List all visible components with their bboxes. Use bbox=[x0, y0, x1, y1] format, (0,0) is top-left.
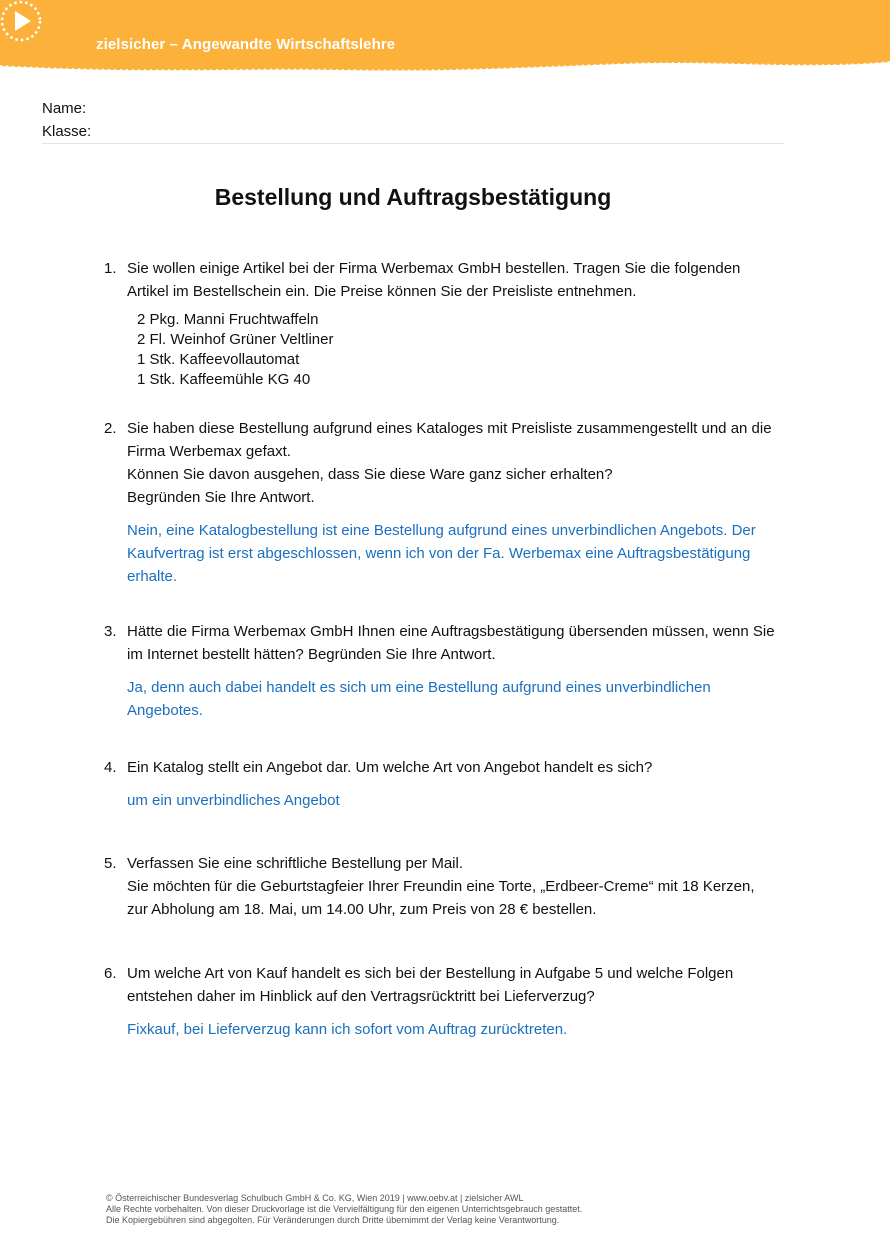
page-title: Bestellung und Auftragsbestätigung bbox=[214, 184, 612, 210]
question-number: 4. bbox=[104, 759, 117, 776]
question-number: 6. bbox=[104, 965, 117, 982]
question-text: Verfassen Sie eine schriftliche Bestellung per Mail. bbox=[127, 855, 464, 872]
question-text: zur Abholung am 18. Mai, um 14.00 Uhr, zum Preis von 28 € bestellen. bbox=[127, 901, 597, 918]
question-text: Können Sie davon ausgehen, dass Sie diese Ware ganz sicher erhalten? bbox=[127, 466, 613, 483]
question-text: Firma Werbemax gefaxt. bbox=[127, 443, 291, 460]
footer-line: Alle Rechte vorbehalten. Von dieser Druckvorlage ist die Vervielfältigung für den eigenen Unterrichtsgebrauch gestattet. bbox=[106, 1204, 583, 1214]
answer-line: Nein, eine Katalogbestellung ist eine Bestellung aufgrund eines unverbindlichen Angebots. Der bbox=[127, 522, 756, 539]
student-info bbox=[42, 97, 91, 143]
answer-line: Kaufvertrag ist erst abgeschlossen, wenn ich von der Fa. Werbemax eine Auftragsbestätigung bbox=[127, 545, 751, 562]
brand-title: zielsicher – Angewandte Wirtschaftslehre bbox=[96, 36, 396, 53]
answer-line: Fixkauf, bei Lieferverzug kann ich sofort vom Auftrag zurücktreten. bbox=[127, 1021, 568, 1038]
list-item: 2 Pkg. Manni Fruchtwaffeln bbox=[137, 311, 319, 328]
copyright-footer bbox=[106, 1193, 806, 1226]
answer-line: erhalte. bbox=[127, 568, 178, 585]
answer-text bbox=[127, 519, 784, 588]
list-item: 2 Fl. Weinhof Grüner Veltliner bbox=[137, 331, 334, 348]
question-number: 5. bbox=[104, 855, 117, 872]
answer-text bbox=[127, 789, 784, 812]
question-text: Sie wollen einige Artikel bei der Firma Werbemax GmbH bestellen. Tragen Sie die folgenden bbox=[127, 260, 741, 277]
question-number: 2. bbox=[104, 420, 117, 437]
question-3 bbox=[104, 620, 784, 722]
list-item: 1 Stk. Kaffeevollautomat bbox=[137, 351, 300, 368]
question-6 bbox=[104, 962, 784, 1041]
question-text: entstehen daher im Hinblick auf den Vertragsrücktritt bei Lieferverzug? bbox=[127, 988, 595, 1005]
question-text: Sie möchten für die Geburtstagfeier Ihrer Freundin eine Torte, „Erdbeer-Creme“ mit 18 Kerzen, bbox=[127, 878, 755, 895]
item-list bbox=[137, 310, 784, 390]
question-number: 1. bbox=[104, 260, 117, 277]
question-number: 3. bbox=[104, 623, 117, 640]
header-divider bbox=[42, 143, 784, 144]
question-text: Begründen Sie Ihre Antwort. bbox=[127, 489, 315, 506]
question-5 bbox=[104, 852, 784, 921]
header-banner bbox=[0, 0, 890, 80]
question-text: im Internet bestellt hätten? Begründen Sie Ihre Antwort. bbox=[127, 646, 496, 663]
footer-line: Die Kopiergebühren sind abgegolten. Für Veränderungen durch Dritte übernimmt der Verlag keine Verantwortung. bbox=[106, 1215, 560, 1225]
question-4 bbox=[104, 756, 784, 812]
answer-line: Ja, denn auch dabei handelt es sich um eine Bestellung aufgrund eines unverbindlichen bbox=[127, 679, 711, 696]
question-1 bbox=[104, 257, 784, 390]
name-label: Name: bbox=[42, 100, 87, 117]
answer-line: Angebotes. bbox=[127, 702, 203, 719]
play-circle-icon bbox=[0, 0, 42, 42]
answer-line: um ein unverbindliches Angebot bbox=[127, 792, 340, 809]
answer-text bbox=[127, 1018, 784, 1041]
question-2 bbox=[104, 417, 784, 588]
question-text: Sie haben diese Bestellung aufgrund eines Kataloges mit Preisliste zusammengestellt und an die bbox=[127, 420, 772, 437]
question-text: Hätte die Firma Werbemax GmbH Ihnen eine Auftragsbestätigung übersenden müssen, wenn Sie bbox=[127, 623, 775, 640]
question-text: Um welche Art von Kauf handelt es sich bei der Bestellung in Aufgabe 5 und welche Folgen bbox=[127, 965, 734, 982]
class-label: Klasse: bbox=[42, 123, 92, 140]
answer-text bbox=[127, 676, 784, 722]
list-item: 1 Stk. Kaffeemühle KG 40 bbox=[137, 371, 311, 388]
footer-line: © Österreichischer Bundesverlag Schulbuch GmbH & Co. KG, Wien 2019 | www.oebv.at | zielsicher AWL bbox=[106, 1193, 524, 1203]
question-text: Ein Katalog stellt ein Angebot dar. Um welche Art von Angebot handelt es sich? bbox=[127, 759, 653, 776]
question-text: Artikel im Bestellschein ein. Die Preise können Sie der Preisliste entnehmen. bbox=[127, 283, 637, 300]
